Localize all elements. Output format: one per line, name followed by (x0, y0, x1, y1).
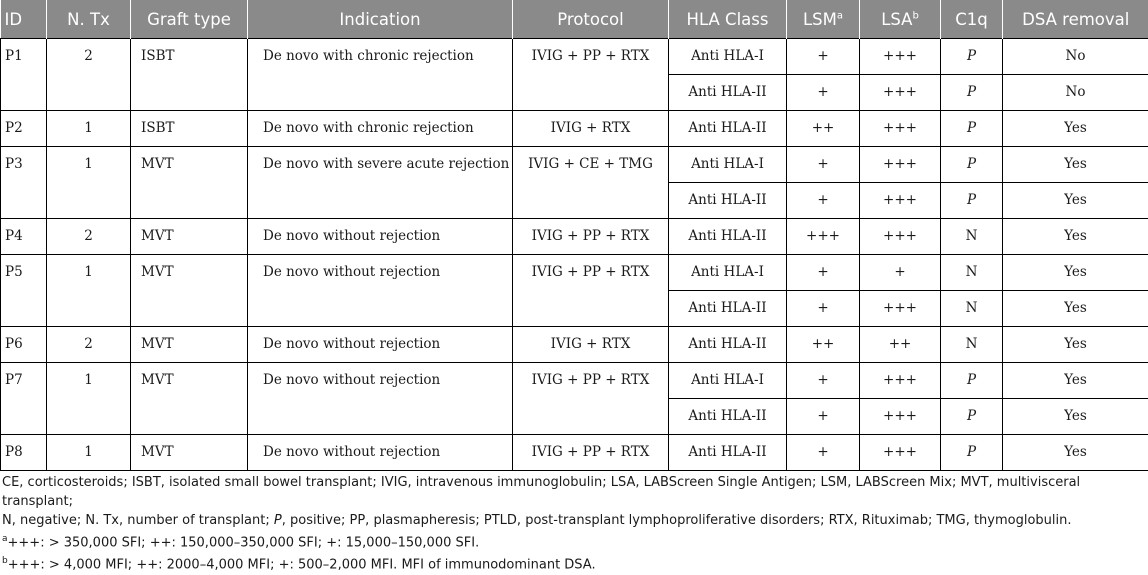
cell-dsa-removal: Yes (1003, 255, 1148, 291)
cell-lsm: + (787, 291, 860, 327)
header-id: ID (1, 0, 47, 39)
cell-c1q: P (941, 399, 1003, 435)
cell-id: P7 (1, 363, 47, 435)
cell-indication: De novo without rejection (248, 255, 513, 327)
cell-lsm: + (787, 147, 860, 183)
footnote-b-mark: b (2, 556, 8, 566)
cell-dsa-removal: Yes (1003, 435, 1148, 471)
cell-lsm: + (787, 183, 860, 219)
cell-dsa-removal: Yes (1003, 363, 1148, 399)
footnote-a-mark: a (2, 534, 8, 544)
cell-c1q: P (941, 363, 1003, 399)
cell-protocol: IVIG + PP + RTX (513, 435, 669, 471)
cell-indication: De novo with chronic rejection (248, 111, 513, 147)
table-body (1, 39, 1148, 471)
cell-dsa-removal: Yes (1003, 399, 1148, 435)
cell-lsm: + (787, 399, 860, 435)
table-row (1, 111, 1148, 147)
cell-dsa-removal: No (1003, 39, 1148, 75)
cell-graft-type: MVT (131, 255, 248, 327)
footnote-a (0, 530, 1148, 552)
cell-lsa: +++ (860, 39, 941, 75)
cell-protocol: IVIG + PP + RTX (513, 363, 669, 435)
cell-hla-class: Anti HLA-II (669, 327, 787, 363)
cell-hla-class: Anti HLA-I (669, 39, 787, 75)
cell-c1q: P (941, 75, 1003, 111)
table-row (1, 363, 1148, 399)
abbreviations-line-1: CE, corticosteroids; ISBT, isolated small bowel transplant; IVIG, intravenous immunoglobulin; LSA, LABScreen Single Antigen; LSM, LABScreen Mix; MVT, multivisceral transplant; (0, 473, 1148, 511)
abbrev-text-b: , positive; PP, plasmapheresis; PTLD, post-transplant lymphoproliferative disorders; RTX, Rituximab; TMG, thymoglobulin. (282, 513, 1072, 528)
table-row (1, 147, 1148, 183)
cell-hla-class: Anti HLA-I (669, 363, 787, 399)
cell-protocol: IVIG + RTX (513, 327, 669, 363)
table-row (1, 39, 1148, 75)
cell-hla-class: Anti HLA-II (669, 435, 787, 471)
cell-lsa: +++ (860, 363, 941, 399)
cell-graft-type: ISBT (131, 39, 248, 111)
header-lsa-label: LSA (881, 10, 912, 29)
header-lsa-footnote-mark: b (912, 10, 918, 21)
abbreviations-line-2 (0, 511, 1148, 530)
abbrev-text-a: N, negative; N. Tx, number of transplant; (2, 513, 274, 528)
cell-lsm: ++ (787, 111, 860, 147)
cell-protocol: IVIG + PP + RTX (513, 39, 669, 111)
header-indication: Indication (248, 0, 513, 39)
cell-c1q: N (941, 291, 1003, 327)
header-graft-type: Graft type (131, 0, 248, 39)
abbrev-p-italic: P (274, 513, 282, 528)
cell-lsa: +++ (860, 75, 941, 111)
cell-graft-type: MVT (131, 363, 248, 435)
cell-hla-class: Anti HLA-II (669, 75, 787, 111)
cell-hla-class: Anti HLA-II (669, 399, 787, 435)
cell-graft-type: MVT (131, 327, 248, 363)
header-protocol: Protocol (513, 0, 669, 39)
cell-lsa: +++ (860, 435, 941, 471)
cell-indication: De novo without rejection (248, 363, 513, 435)
header-dsa-removal: DSA removal (1003, 0, 1148, 39)
cell-id: P4 (1, 219, 47, 255)
footnote-a-text: +++: > 350,000 SFI; ++: 150,000–350,000 SFI; +: 15,000–150,000 SFI. (8, 535, 480, 550)
cell-lsa: +++ (860, 291, 941, 327)
cell-ntx: 1 (47, 147, 131, 219)
cell-c1q: N (941, 219, 1003, 255)
cell-lsa: +++ (860, 219, 941, 255)
cell-lsm: + (787, 435, 860, 471)
cell-lsm: + (787, 39, 860, 75)
cell-protocol: IVIG + PP + RTX (513, 219, 669, 255)
cell-c1q: P (941, 183, 1003, 219)
table-row (1, 255, 1148, 291)
cell-dsa-removal: Yes (1003, 219, 1148, 255)
cell-lsm: + (787, 75, 860, 111)
cell-hla-class: Anti HLA-II (669, 111, 787, 147)
cell-graft-type: MVT (131, 219, 248, 255)
cell-c1q: P (941, 435, 1003, 471)
cell-id: P8 (1, 435, 47, 471)
cell-graft-type: MVT (131, 147, 248, 219)
header-lsm (787, 0, 860, 39)
cell-hla-class: Anti HLA-I (669, 147, 787, 183)
cell-hla-class: Anti HLA-I (669, 255, 787, 291)
cell-lsm: +++ (787, 219, 860, 255)
cell-indication: De novo without rejection (248, 219, 513, 255)
cell-c1q: P (941, 147, 1003, 183)
cell-protocol: IVIG + PP + RTX (513, 255, 669, 327)
cell-dsa-removal: Yes (1003, 327, 1148, 363)
cell-ntx: 1 (47, 435, 131, 471)
table-footnotes (0, 473, 1148, 575)
cell-id: P3 (1, 147, 47, 219)
cell-indication: De novo without rejection (248, 435, 513, 471)
header-ntx: N. Tx (47, 0, 131, 39)
cell-ntx: 1 (47, 363, 131, 435)
cell-hla-class: Anti HLA-II (669, 219, 787, 255)
cell-indication: De novo without rejection (248, 327, 513, 363)
cell-ntx: 2 (47, 327, 131, 363)
cell-id: P1 (1, 39, 47, 111)
cell-id: P6 (1, 327, 47, 363)
cell-lsa: ++ (860, 327, 941, 363)
cell-ntx: 1 (47, 111, 131, 147)
header-c1q: C1q (941, 0, 1003, 39)
header-lsm-footnote-mark: a (837, 10, 843, 21)
cell-dsa-removal: Yes (1003, 291, 1148, 327)
cell-lsa: +++ (860, 147, 941, 183)
cell-lsm: + (787, 255, 860, 291)
cell-graft-type: MVT (131, 435, 248, 471)
table-row (1, 435, 1148, 471)
cell-indication: De novo with chronic rejection (248, 39, 513, 111)
cell-dsa-removal: No (1003, 75, 1148, 111)
cell-lsm: ++ (787, 327, 860, 363)
cell-c1q: P (941, 111, 1003, 147)
footnote-b-text: +++: > 4,000 MFI; ++: 2000–4,000 MFI; +: 500–2,000 MFI. MFI of immunodominant DSA. (8, 558, 596, 573)
cell-indication: De novo with severe acute rejection (248, 147, 513, 219)
cell-protocol: IVIG + CE + TMG (513, 147, 669, 219)
cell-lsa: +++ (860, 183, 941, 219)
table-header-row (1, 0, 1148, 39)
footnote-b (0, 552, 1148, 574)
cell-lsa: +++ (860, 399, 941, 435)
header-lsm-label: LSM (803, 10, 837, 29)
cell-lsa: +++ (860, 111, 941, 147)
cell-protocol: IVIG + RTX (513, 111, 669, 147)
cell-ntx: 2 (47, 39, 131, 111)
cell-graft-type: ISBT (131, 111, 248, 147)
cell-ntx: 1 (47, 255, 131, 327)
cell-id: P5 (1, 255, 47, 327)
cell-c1q: N (941, 327, 1003, 363)
cell-dsa-removal: Yes (1003, 183, 1148, 219)
header-lsa (860, 0, 941, 39)
table-row (1, 219, 1148, 255)
cell-c1q: P (941, 39, 1003, 75)
cell-lsa: + (860, 255, 941, 291)
cell-id: P2 (1, 111, 47, 147)
cell-hla-class: Anti HLA-II (669, 183, 787, 219)
cell-c1q: N (941, 255, 1003, 291)
header-hla-class: HLA Class (669, 0, 787, 39)
cell-dsa-removal: Yes (1003, 147, 1148, 183)
cell-lsm: + (787, 363, 860, 399)
cell-dsa-removal: Yes (1003, 111, 1148, 147)
cell-ntx: 2 (47, 219, 131, 255)
table-row (1, 327, 1148, 363)
cell-hla-class: Anti HLA-II (669, 291, 787, 327)
